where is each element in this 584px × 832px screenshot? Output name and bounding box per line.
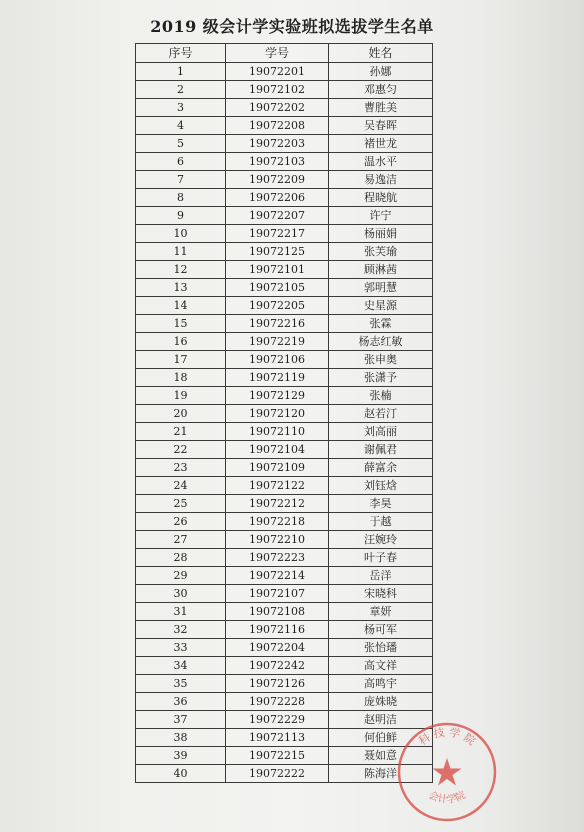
cell-student-name: 张芙瑜 <box>329 243 433 261</box>
cell-index: 14 <box>136 297 226 315</box>
table-row <box>136 243 433 261</box>
cell-index: 32 <box>136 621 226 639</box>
table-row <box>136 351 433 369</box>
cell-student-name: 李昊 <box>329 495 433 513</box>
cell-student-id: 19072116 <box>226 621 329 639</box>
cell-student-name: 程晓航 <box>329 189 433 207</box>
table-row <box>136 261 433 279</box>
student-roster-table <box>135 43 433 783</box>
cell-index: 24 <box>136 477 226 495</box>
cell-student-id: 19072205 <box>226 297 329 315</box>
cell-student-name: 杨志红敏 <box>329 333 433 351</box>
table-row <box>136 333 433 351</box>
cell-index: 18 <box>136 369 226 387</box>
cell-index: 36 <box>136 693 226 711</box>
cell-student-name: 刘钰焓 <box>329 477 433 495</box>
column-header-index: 序号 <box>136 44 226 63</box>
cell-student-id: 19072104 <box>226 441 329 459</box>
cell-student-id: 19072209 <box>226 171 329 189</box>
cell-student-name: 史星源 <box>329 297 433 315</box>
cell-index: 25 <box>136 495 226 513</box>
table-row <box>136 657 433 675</box>
table-row <box>136 765 433 783</box>
table-row <box>136 207 433 225</box>
cell-student-id: 19072110 <box>226 423 329 441</box>
table-row <box>136 189 433 207</box>
table-row <box>136 621 433 639</box>
table-row <box>136 639 433 657</box>
cell-student-name: 庞姝晓 <box>329 693 433 711</box>
cell-student-name: 褚世龙 <box>329 135 433 153</box>
cell-student-name: 赵明洁 <box>329 711 433 729</box>
table-row <box>136 63 433 81</box>
table-row <box>136 549 433 567</box>
cell-student-name: 薛富余 <box>329 459 433 477</box>
table-row <box>136 405 433 423</box>
cell-index: 6 <box>136 153 226 171</box>
cell-student-name: 易逸洁 <box>329 171 433 189</box>
cell-student-name: 张霖 <box>329 315 433 333</box>
cell-student-id: 19072126 <box>226 675 329 693</box>
cell-student-name: 于越 <box>329 513 433 531</box>
table-row <box>136 171 433 189</box>
table-row <box>136 477 433 495</box>
cell-student-name: 宋晓科 <box>329 585 433 603</box>
cell-student-name: 叶子春 <box>329 549 433 567</box>
cell-student-id: 19072103 <box>226 153 329 171</box>
cell-student-id: 19072217 <box>226 225 329 243</box>
cell-student-name: 张楠 <box>329 387 433 405</box>
cell-index: 4 <box>136 117 226 135</box>
table-row <box>136 297 433 315</box>
cell-student-name: 吴春晖 <box>329 117 433 135</box>
cell-student-id: 19072207 <box>226 207 329 225</box>
cell-index: 31 <box>136 603 226 621</box>
cell-student-id: 19072242 <box>226 657 329 675</box>
table-row <box>136 369 433 387</box>
cell-student-id: 19072215 <box>226 747 329 765</box>
cell-student-name: 刘高丽 <box>329 423 433 441</box>
cell-student-name: 聂如意 <box>329 747 433 765</box>
cell-student-id: 19072109 <box>226 459 329 477</box>
cell-student-id: 19072105 <box>226 279 329 297</box>
cell-student-id: 19072216 <box>226 315 329 333</box>
cell-student-name: 孙娜 <box>329 63 433 81</box>
cell-index: 7 <box>136 171 226 189</box>
cell-index: 40 <box>136 765 226 783</box>
table-row <box>136 99 433 117</box>
cell-index: 9 <box>136 207 226 225</box>
column-header-name: 姓名 <box>329 44 433 63</box>
table-row <box>136 135 433 153</box>
table-row <box>136 693 433 711</box>
cell-student-name: 章妍 <box>329 603 433 621</box>
cell-student-id: 19072208 <box>226 117 329 135</box>
cell-index: 28 <box>136 549 226 567</box>
cell-student-id: 19072119 <box>226 369 329 387</box>
table-row <box>136 729 433 747</box>
cell-index: 35 <box>136 675 226 693</box>
table-row <box>136 567 433 585</box>
cell-student-id: 19072113 <box>226 729 329 747</box>
cell-student-name: 张怡璠 <box>329 639 433 657</box>
cell-student-name: 谢佩君 <box>329 441 433 459</box>
table-row <box>136 279 433 297</box>
cell-student-name: 陈海洋 <box>329 765 433 783</box>
table-body <box>136 63 433 783</box>
cell-student-name: 温水平 <box>329 153 433 171</box>
cell-student-name: 张申奥 <box>329 351 433 369</box>
cell-student-name: 张潇予 <box>329 369 433 387</box>
cell-student-id: 19072204 <box>226 639 329 657</box>
cell-index: 33 <box>136 639 226 657</box>
cell-student-id: 19072108 <box>226 603 329 621</box>
cell-index: 8 <box>136 189 226 207</box>
cell-student-name: 邓惠匀 <box>329 81 433 99</box>
table-row <box>136 711 433 729</box>
cell-student-id: 19072102 <box>226 81 329 99</box>
cell-index: 12 <box>136 261 226 279</box>
cell-student-id: 19072210 <box>226 531 329 549</box>
table-row <box>136 81 433 99</box>
cell-student-id: 19072122 <box>226 477 329 495</box>
cell-index: 17 <box>136 351 226 369</box>
table-row <box>136 747 433 765</box>
seal-upper-text: 科 技 学 院 <box>416 725 478 748</box>
cell-index: 16 <box>136 333 226 351</box>
cell-index: 20 <box>136 405 226 423</box>
cell-student-id: 19072203 <box>226 135 329 153</box>
cell-index: 15 <box>136 315 226 333</box>
table-row <box>136 585 433 603</box>
cell-student-id: 19072202 <box>226 99 329 117</box>
cell-index: 39 <box>136 747 226 765</box>
cell-index: 10 <box>136 225 226 243</box>
cell-index: 37 <box>136 711 226 729</box>
cell-index: 29 <box>136 567 226 585</box>
cell-student-name: 郭明慧 <box>329 279 433 297</box>
cell-student-id: 19072218 <box>226 513 329 531</box>
cell-student-name: 曹胜美 <box>329 99 433 117</box>
cell-student-id: 19072229 <box>226 711 329 729</box>
cell-index: 30 <box>136 585 226 603</box>
table-row <box>136 459 433 477</box>
cell-index: 34 <box>136 657 226 675</box>
cell-student-id: 19072201 <box>226 63 329 81</box>
cell-index: 26 <box>136 513 226 531</box>
table-row <box>136 441 433 459</box>
cell-index: 21 <box>136 423 226 441</box>
official-seal-stamp <box>395 720 499 824</box>
cell-index: 11 <box>136 243 226 261</box>
seal-lower-text: 会计学院 <box>426 789 468 806</box>
cell-index: 5 <box>136 135 226 153</box>
cell-student-name: 何伯鲜 <box>329 729 433 747</box>
cell-student-id: 19072223 <box>226 549 329 567</box>
cell-student-name: 许宁 <box>329 207 433 225</box>
cell-index: 27 <box>136 531 226 549</box>
cell-index: 38 <box>136 729 226 747</box>
table-row <box>136 117 433 135</box>
cell-student-id: 19072212 <box>226 495 329 513</box>
seal-star-icon <box>433 758 462 786</box>
column-header-student-id: 学号 <box>226 44 329 63</box>
cell-student-id: 19072222 <box>226 765 329 783</box>
cell-student-name: 杨丽娟 <box>329 225 433 243</box>
cell-student-name: 赵若汀 <box>329 405 433 423</box>
cell-student-name: 高文祥 <box>329 657 433 675</box>
table-row <box>136 315 433 333</box>
cell-student-id: 19072129 <box>226 387 329 405</box>
cell-student-id: 19072125 <box>226 243 329 261</box>
cell-student-id: 19072106 <box>226 351 329 369</box>
table-row <box>136 513 433 531</box>
cell-index: 23 <box>136 459 226 477</box>
cell-student-id: 19072228 <box>226 693 329 711</box>
cell-student-id: 19072219 <box>226 333 329 351</box>
cell-student-id: 19072120 <box>226 405 329 423</box>
cell-student-name: 汪婉玲 <box>329 531 433 549</box>
table-row <box>136 387 433 405</box>
cell-student-name: 岳洋 <box>329 567 433 585</box>
table-row <box>136 153 433 171</box>
cell-student-name: 顾淋茜 <box>329 261 433 279</box>
cell-index: 1 <box>136 63 226 81</box>
cell-index: 19 <box>136 387 226 405</box>
cell-student-name: 高鸣宇 <box>329 675 433 693</box>
table-row <box>136 675 433 693</box>
table-row <box>136 225 433 243</box>
table-header-row <box>136 44 433 63</box>
table-row <box>136 531 433 549</box>
table-row <box>136 603 433 621</box>
cell-student-id: 19072214 <box>226 567 329 585</box>
cell-student-id: 19072101 <box>226 261 329 279</box>
document-title: 2019 级会计学实验班拟选拔学生名单 <box>150 17 434 36</box>
cell-index: 2 <box>136 81 226 99</box>
cell-student-id: 19072107 <box>226 585 329 603</box>
table-row <box>136 495 433 513</box>
table-row <box>136 423 433 441</box>
cell-index: 22 <box>136 441 226 459</box>
cell-index: 13 <box>136 279 226 297</box>
cell-student-id: 19072206 <box>226 189 329 207</box>
cell-index: 3 <box>136 99 226 117</box>
cell-student-name: 杨可军 <box>329 621 433 639</box>
